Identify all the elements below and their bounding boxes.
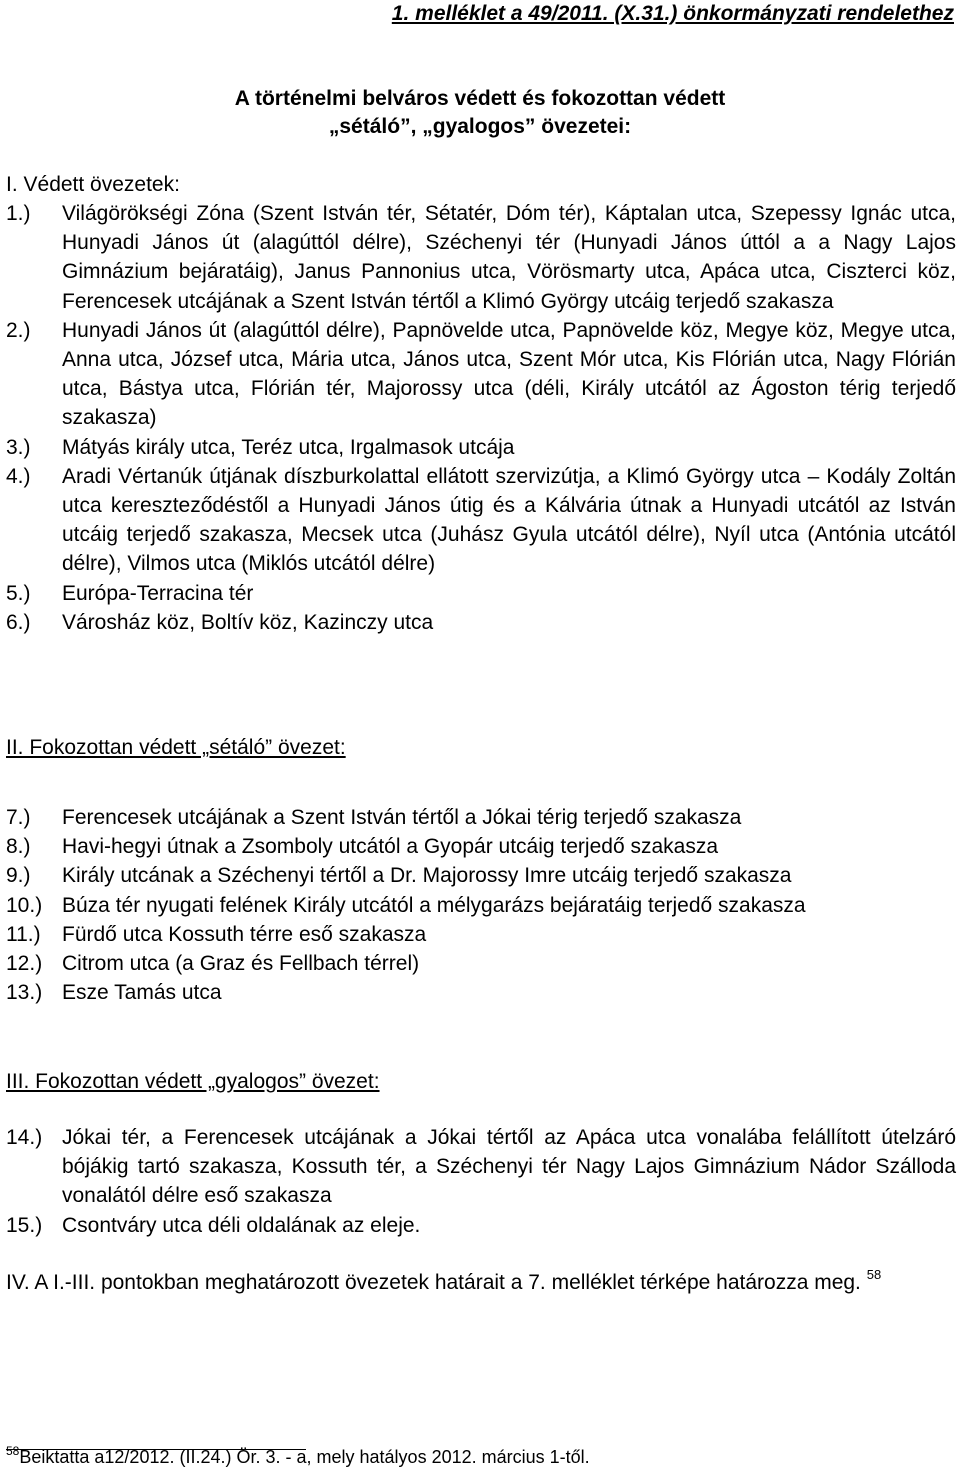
item-number: 12.) [6,952,43,976]
footnote-reference[interactable]: 58 [866,1267,882,1282]
item-text: Csontváry utca déli oldalának az eleje. [62,1213,421,1237]
item-text: Jókai tér, a Ferencesek utcájának a Jókai tértől az Apáca utca vonalába felállított útelzáró bójákig tartó szakasza, Kossuth tér, a Széchenyi tér Nagy Lajos Gimnázium Nádor Szálloda vonalától délre eső szakasza [62,1126,956,1208]
item-text: Esze Tamás utca [62,981,222,1005]
item-number: 7.) [6,806,31,829]
list-item [6,1211,956,1240]
title-line-1: A történelmi belváros védett és fokozottan védett [234,87,726,110]
section-4-text: IV. A I.-III. pontokban meghatározott övezetek határait a 7. melléklet térképe határozza meg. [6,1271,861,1294]
list-item [6,608,956,637]
item-text: Fürdő utca Kossuth térre eső szakasza [62,922,427,946]
list-item [6,861,956,890]
footnote-mark: 58 [6,1444,20,1458]
title-line-2: „sétáló”, „gyalogos” övezetei: [328,115,632,138]
item-text: Havi-hegyi útnak a Zsomboly utcától a Gyopár utcáig terjedő szakasza [62,835,718,859]
item-text: Ferencesek utcájának a Szent István tértől a Jókai térig terjedő szakasza [62,806,742,829]
item-text: Király utcának a Széchenyi tértől a Dr. Majorossy Imre utcáig terjedő szakasza [62,864,792,888]
list-item [6,579,956,608]
item-number: 3.) [6,435,31,459]
section-2-list [6,803,956,1007]
list-item [6,978,956,1007]
list-item [6,803,956,832]
list-item [6,920,956,949]
item-number: 1.) [6,202,31,225]
list-item [6,891,956,920]
list-item [6,832,956,861]
item-number: 15.) [6,1213,43,1237]
item-number: 9.) [6,864,31,888]
item-number: 8.) [6,835,31,859]
list-item [6,199,956,316]
annex-header: 1. melléklet a 49/2011. (X.31.) önkormányzati rendelethez [391,2,954,25]
item-text: Citrom utca (a Graz és Fellbach térrel) [62,952,420,976]
section-3-heading: III. Fokozottan védett „gyalogos” övezet: [6,1070,380,1093]
section-1-list [6,199,956,637]
item-number: 13.) [6,981,43,1005]
item-number: 6.) [6,610,31,634]
item-text: Hunyadi János út (alagúttól délre), Papnövelde utca, Papnövelde köz, Megye köz, Megye utca, Anna utca, József utca, Mária utca, János utca, Szent Mór utca, Kis Flórián utca, Nagy Flórián utca, Bástya utca, Flórián tér, Majorossy utca (déli, Király utcától az Ágoston térig terjedő szakasza) [62,318,956,430]
item-text: Városház köz, Boltív köz, Kazinczy utca [62,610,434,634]
list-item [6,462,956,579]
item-text: Búza tér nyugati felének Király utcától a mélygarázs bejáratáig terjedő szakasza [62,893,806,917]
section-2-heading: II. Fokozottan védett „sétáló” övezet: [6,736,346,759]
item-text: Világörökségi Zóna (Szent István tér, Sétatér, Dóm tér), Káptalan utca, Szepessy Ignác utca, Hunyadi János út (alagúttól délre), Széchenyi tér (Hunyadi János úttól a a Nagy Lajos Gimnázium bejáratáig), Janus Pannonius utca, Vörösmarty utca, Apáca utca, Ciszterci köz, Ferencesek utcájának a Szent István tértől a Klimó György utcáig terjedő szakasza [62,202,956,313]
item-text: Európa-Terracina tér [62,581,254,605]
item-number: 4.) [6,464,31,488]
section-3-list [6,1123,956,1240]
footnote-text: Beiktatta a12/2012. (II.24.) Ör. 3. - a, mely hatályos 2012. március 1-től. [19,1447,590,1467]
item-number: 2.) [6,318,31,342]
item-number: 14.) [6,1126,43,1149]
item-number: 5.) [6,581,31,605]
list-item [6,433,956,462]
item-text: Mátyás király utca, Teréz utca, Irgalmasok utcája [62,435,515,459]
list-item [6,949,956,978]
item-number: 11.) [6,922,41,946]
footnote [6,1446,590,1468]
item-text: Aradi Vértanúk útjának díszburkolattal ellátott szervizútja, a Klimó György utca – Kodály Zoltán utca kereszteződéstől a Hunyadi János útig és a Kálvária útnak a Hunyadi utcától az István utcáig terjedő szakasza, Mecsek utca (Juhász Gyula utcától délre), Nyíl utca (Antónia utcától délre), Vilmos utca (Miklós utcától délre) [62,464,956,576]
section-1-label: I. Védett övezetek: [6,173,180,196]
item-number: 10.) [6,893,43,917]
list-item [6,1123,956,1211]
document-title [0,85,960,141]
section-4-paragraph [6,1268,956,1297]
list-item [6,316,956,433]
